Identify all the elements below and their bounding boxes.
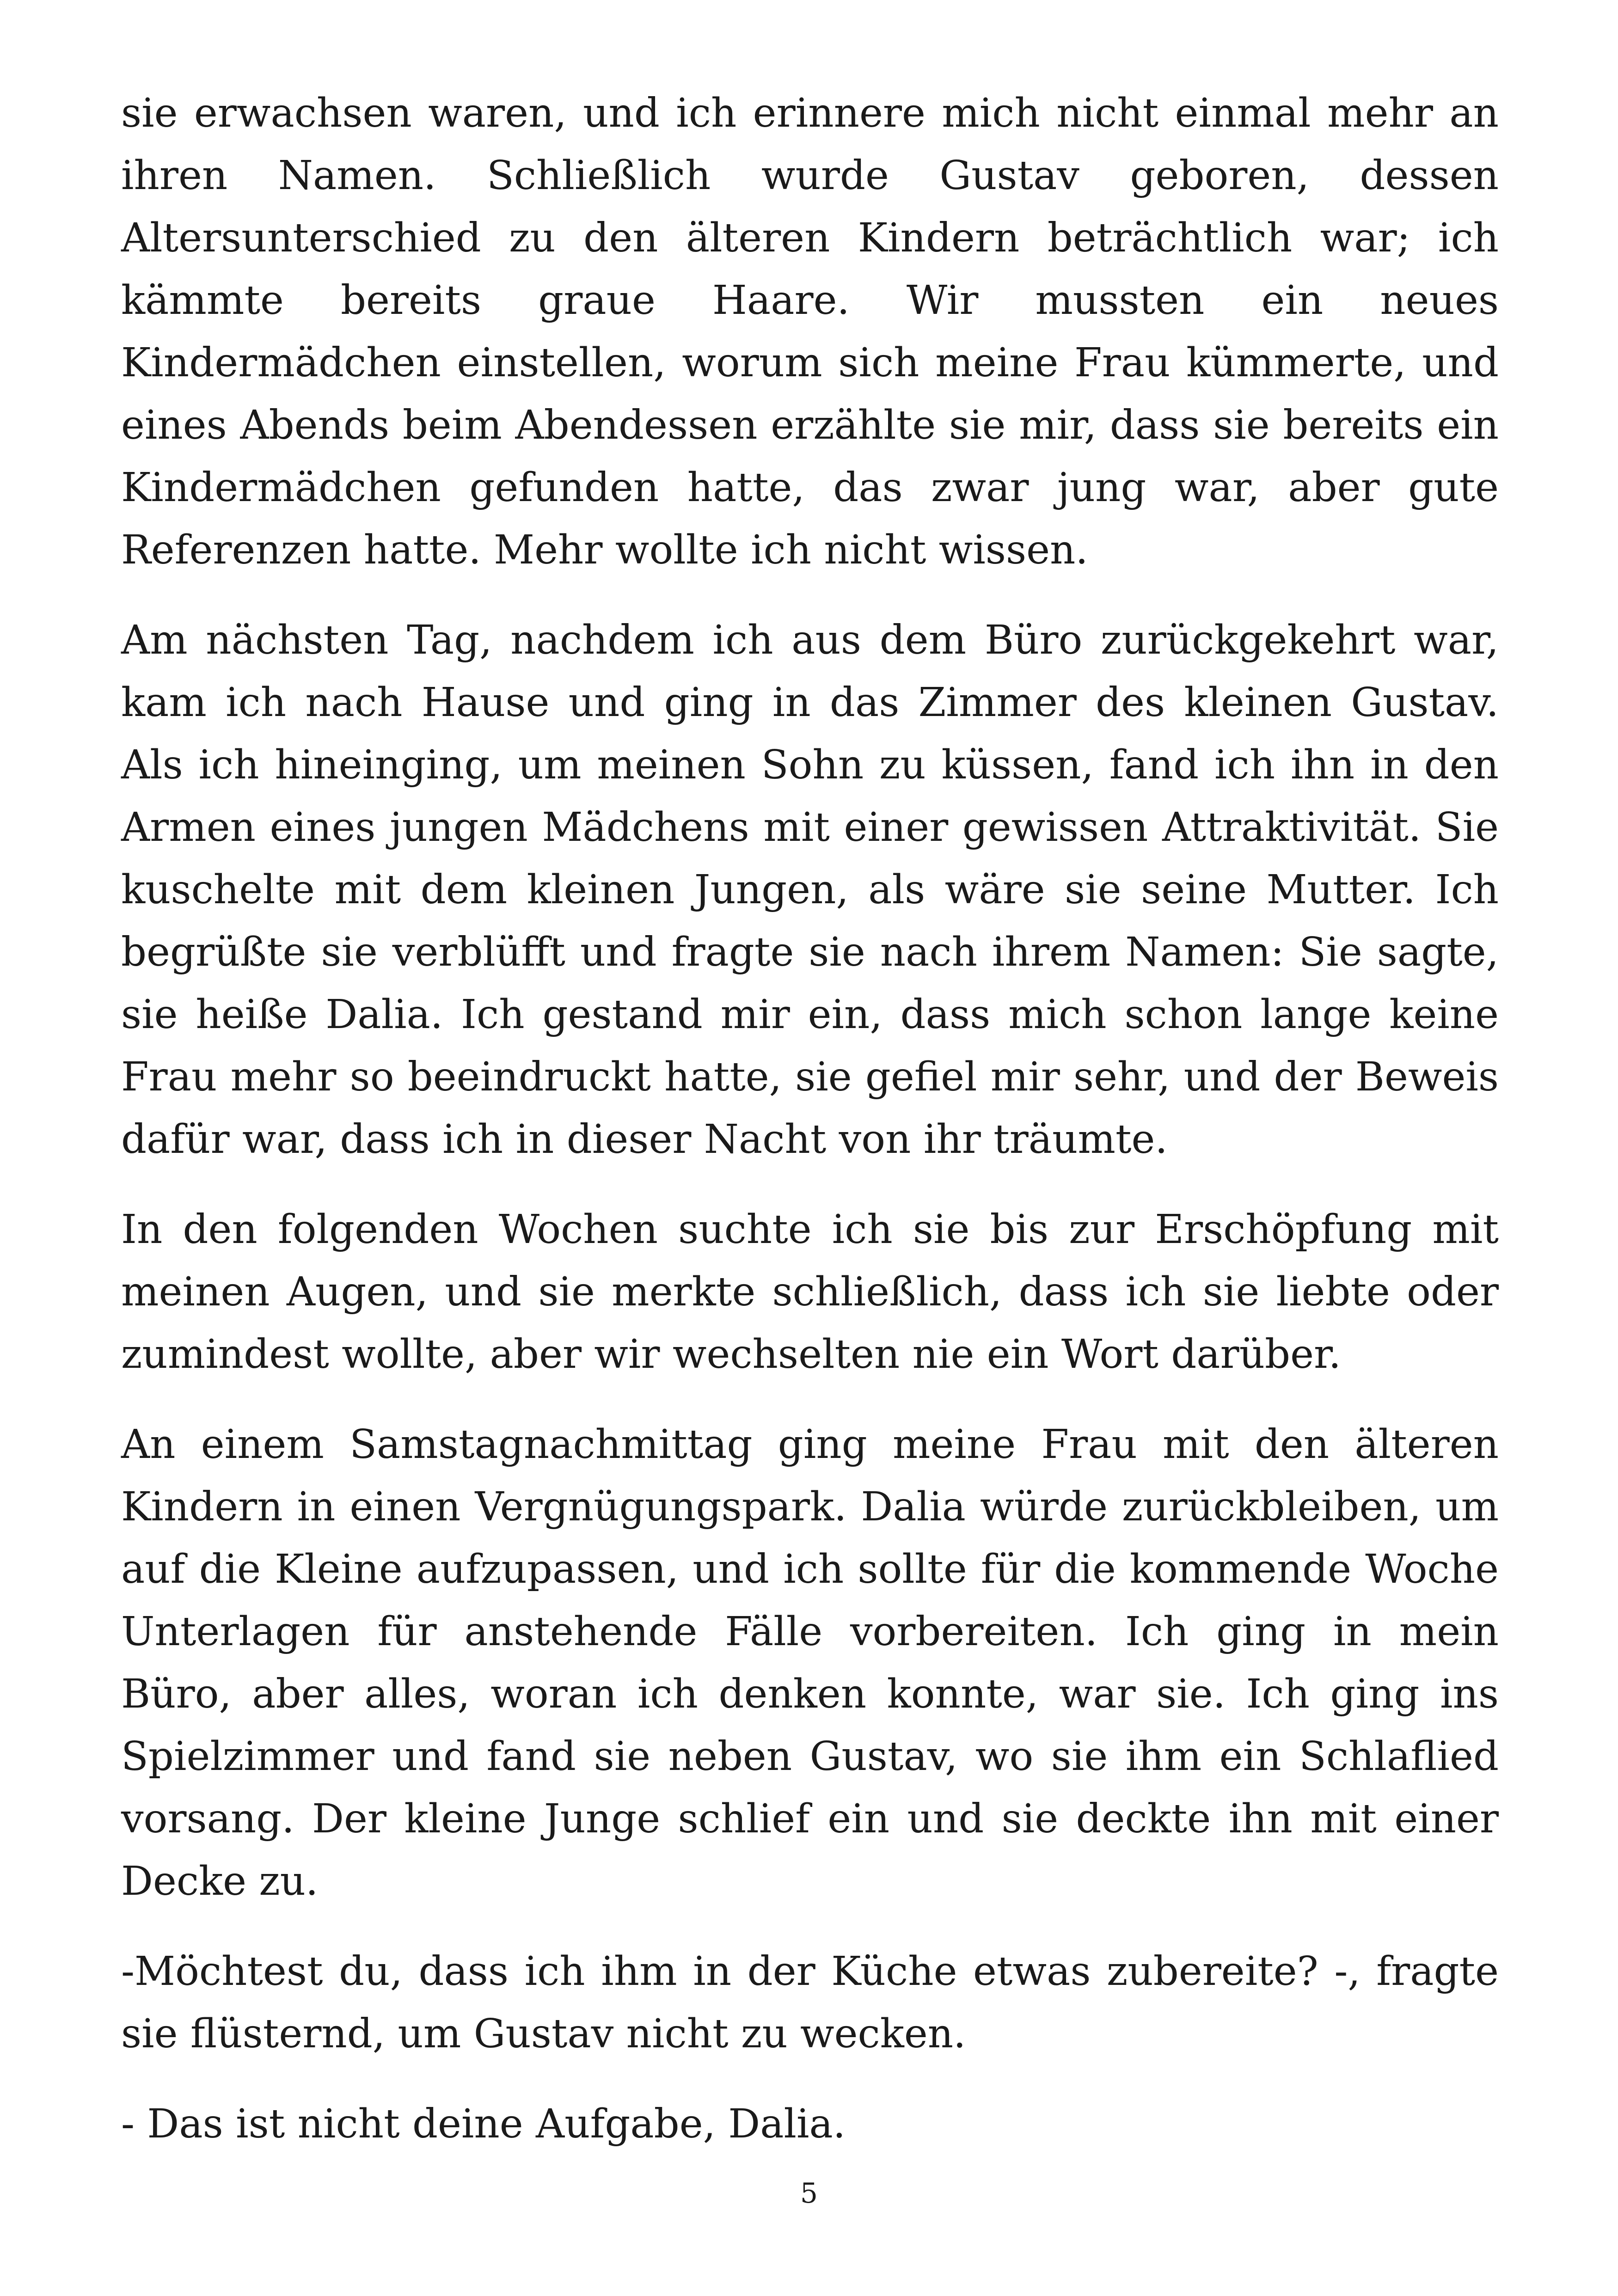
paragraph-3: In den folgenden Wochen suchte ich sie bis zur Erschöpfung mit meinen Augen, und sie merkte schließlich, dass ich sie liebte oder zumindest wollte, aber wir wechselten nie ein Wort darüber. <box>121 1206 1499 1378</box>
paragraph-2: Am nächsten Tag, nachdem ich aus dem Büro zurückgekehrt war, kam ich nach Hause und ging in das Zimmer des kleinen Gustav. Als ich hineinging, um meinen Sohn zu küssen, fand ich ihn in den Armen eines jungen Mädchens mit einer gewissen Attraktivität. Sie kuschelte mit dem kleinen Jungen, als wäre sie seine Mutter. Ich begrüßte sie verblüfft und fragte sie nach ihrem Namen: Sie sagte, sie heiße Dalia. Ich gestand mir ein, dass mich schon lange keine Frau mehr so beeindruckt hatte, sie gefiel mir sehr, und der Beweis dafür war, dass ich in dieser Nacht von ihr träumte. <box>121 617 1499 1163</box>
paragraph-4: An einem Samstagnachmittag ging meine Frau mit den älteren Kindern in einen Vergnügungspark. Dalia würde zurückbleiben, um auf die Kleine aufzupassen, und ich sollte für die kommende Woche Unterlagen für anstehende Fälle vorbereiten. Ich ging in mein Büro, aber alles, woran ich denken konnte, war sie. Ich ging ins Spielzimmer und fand sie neben Gustav, wo sie ihm ein Schlaflied vorsang. Der kleine Junge schlief ein und sie deckte ihn mit einer Decke zu. <box>121 1421 1499 1904</box>
paragraph-1: sie erwachsen waren, und ich erinnere mich nicht einmal mehr an ihren Namen. Schließlich wurde Gustav geboren, dessen Altersunterschied zu den älteren Kindern beträchtlich war; ich kämmte bereits graue Haare. Wir mussten ein neues Kindermädchen einstellen, worum sich meine Frau kümmerte, und eines Abends beim Abendessen erzählte sie mir, dass sie bereits ein Kindermädchen gefunden hatte, das zwar jung war, aber gute Referenzen hatte. Mehr wollte ich nicht wissen. <box>121 90 1499 573</box>
body-text <box>121 82 1499 2155</box>
paragraph-6: - Das ist nicht deine Aufgabe, Dalia. <box>121 2101 846 2147</box>
page-number: 5 <box>800 2177 818 2210</box>
paragraph-5: -Möchtest du, dass ich ihm in der Küche etwas zubereite? -, fragte sie flüsternd, um Gustav nicht zu wecken. <box>121 1948 1499 2057</box>
